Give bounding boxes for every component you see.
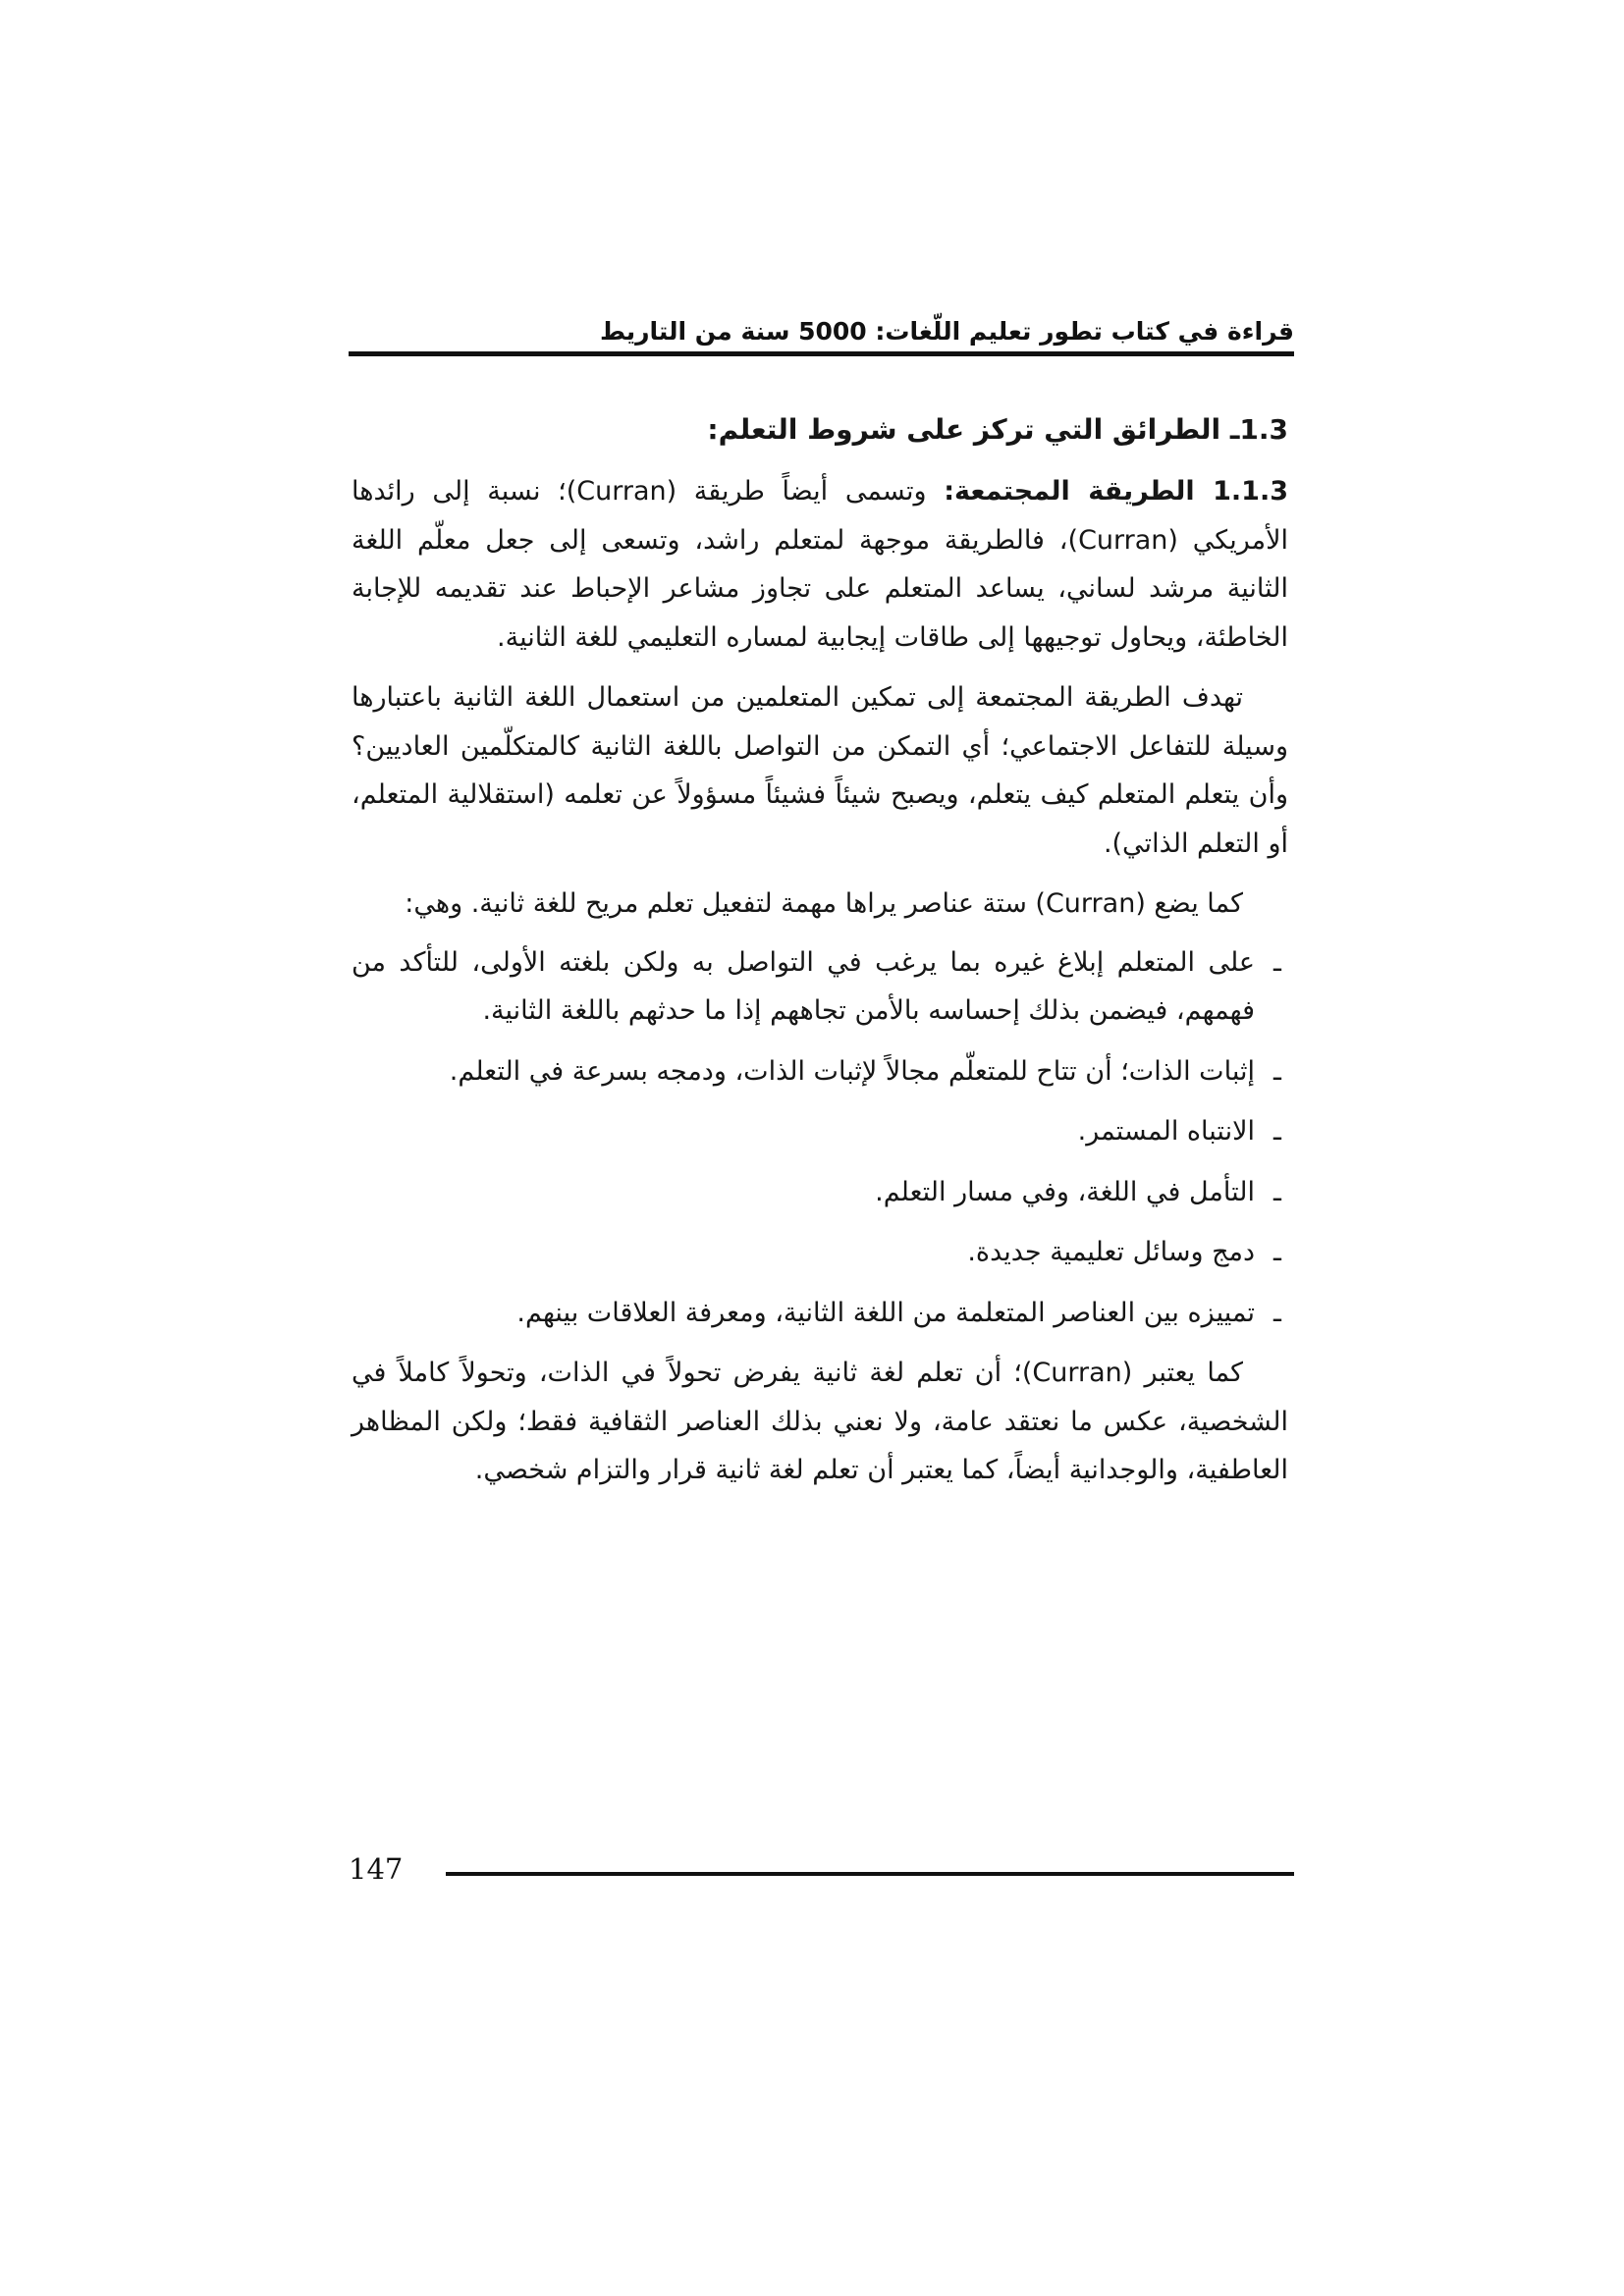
list-item — [352, 938, 1288, 1036]
paragraph-community-method — [352, 467, 1288, 662]
bullet-dash: ـ — [1273, 946, 1281, 978]
paragraph-elements-intro: كما يضع (Curran) ستة عناصر يراها مهمة لتفعيل تعلم مريح للغة ثانية. وهي: — [405, 888, 1243, 919]
list-item-text: على المتعلم إبلاغ غيره بما يرغب في التواصل به ولكن بلغته الأولى، للتأكد من فهمهم، فيضمن بذلك إحساسه بالأمن تجاههم إذا ما حدثهم باللغة الثانية. — [352, 946, 1255, 1026]
running-header: قراءة في كتاب تطور تعليم اللّغات: 5000 سنة من التاريط — [599, 317, 1294, 346]
list-item — [352, 1047, 1288, 1096]
list-item — [352, 1289, 1288, 1338]
section-heading: 1.3ـ الطرائق التي تركز على شروط التعلم: — [707, 413, 1288, 446]
paragraph-conclusion: كما يعتبر (Curran)؛ أن تعلم لغة ثانية يفرض تحولاً في الذات، وتحولاً كاملاً في الشخصية، عكس ما نعتقد عامة، ولا نعني بذلك العناصر الثقافية فقط؛ ولكن المظاهر العاطفية، والوجدانية أيضاً، كما يعتبر أن تعلم لغة ثانية قرار والتزام شخصي. — [352, 1358, 1288, 1485]
page-body — [352, 404, 1288, 1495]
footer-rule — [446, 1872, 1294, 1876]
page-number: 147 — [349, 1852, 404, 1886]
list-item-text: الانتباه المستمر. — [1077, 1116, 1255, 1147]
bullet-dash: ـ — [1273, 1055, 1281, 1087]
list-item — [352, 1228, 1288, 1277]
list-item — [352, 1107, 1288, 1156]
list-item-text: إثبات الذات؛ أن تتاح للمتعلّم مجالاً لإثبات الذات، ودمجه بسرعة في التعلم. — [449, 1055, 1255, 1087]
subsection-heading: 1.1.3 الطريقة المجتمعة: — [944, 476, 1288, 507]
paragraph-goals: تهدف الطريقة المجتمعة إلى تمكين المتعلمين من استعمال اللغة الثانية باعتبارها وسيلة للتفاعل الاجتماعي؛ أي التمكن من التواصل باللغة الثانية كالمتكلّمين العاديين؟ وأن يتعلم المتعلم كيف يتعلم، ويصبح شيئاً فشيئاً مسؤولاً عن تعلمه (استقلالية المتعلم، أو التعلم الذاتي). — [352, 682, 1288, 859]
list-item-text: تمييزه بين العناصر المتعلمة من اللغة الثانية، ومعرفة العلاقات بينهم. — [516, 1297, 1255, 1328]
bullet-dash: ـ — [1273, 1237, 1281, 1267]
list-item-text: دمج وسائل تعليمية جديدة. — [967, 1237, 1255, 1267]
elements-list — [352, 938, 1288, 1338]
bullet-dash: ـ — [1273, 1116, 1281, 1147]
bullet-dash: ـ — [1273, 1297, 1281, 1328]
list-item-text: التأمل في اللغة، وفي مسار التعلم. — [875, 1176, 1255, 1207]
paragraph-text: وتسمى أيضاً طريقة (Curran)؛ نسبة إلى رائدها الأمريكي (Curran)، فالطريقة موجهة لمتعلم راشد، وتسعى إلى جعل معلّم اللغة الثانية مرشد لساني، يساعد المتعلم على تجاوز مشاعر الإحباط عند تقديمه للإجابة الخاطئة، ويحاول توجيهها إلى طاقات إيجابية لمساره التعليمي للغة الثانية. — [352, 476, 1288, 653]
list-item — [352, 1168, 1288, 1217]
bullet-dash: ـ — [1273, 1176, 1281, 1207]
header-rule — [349, 351, 1294, 356]
